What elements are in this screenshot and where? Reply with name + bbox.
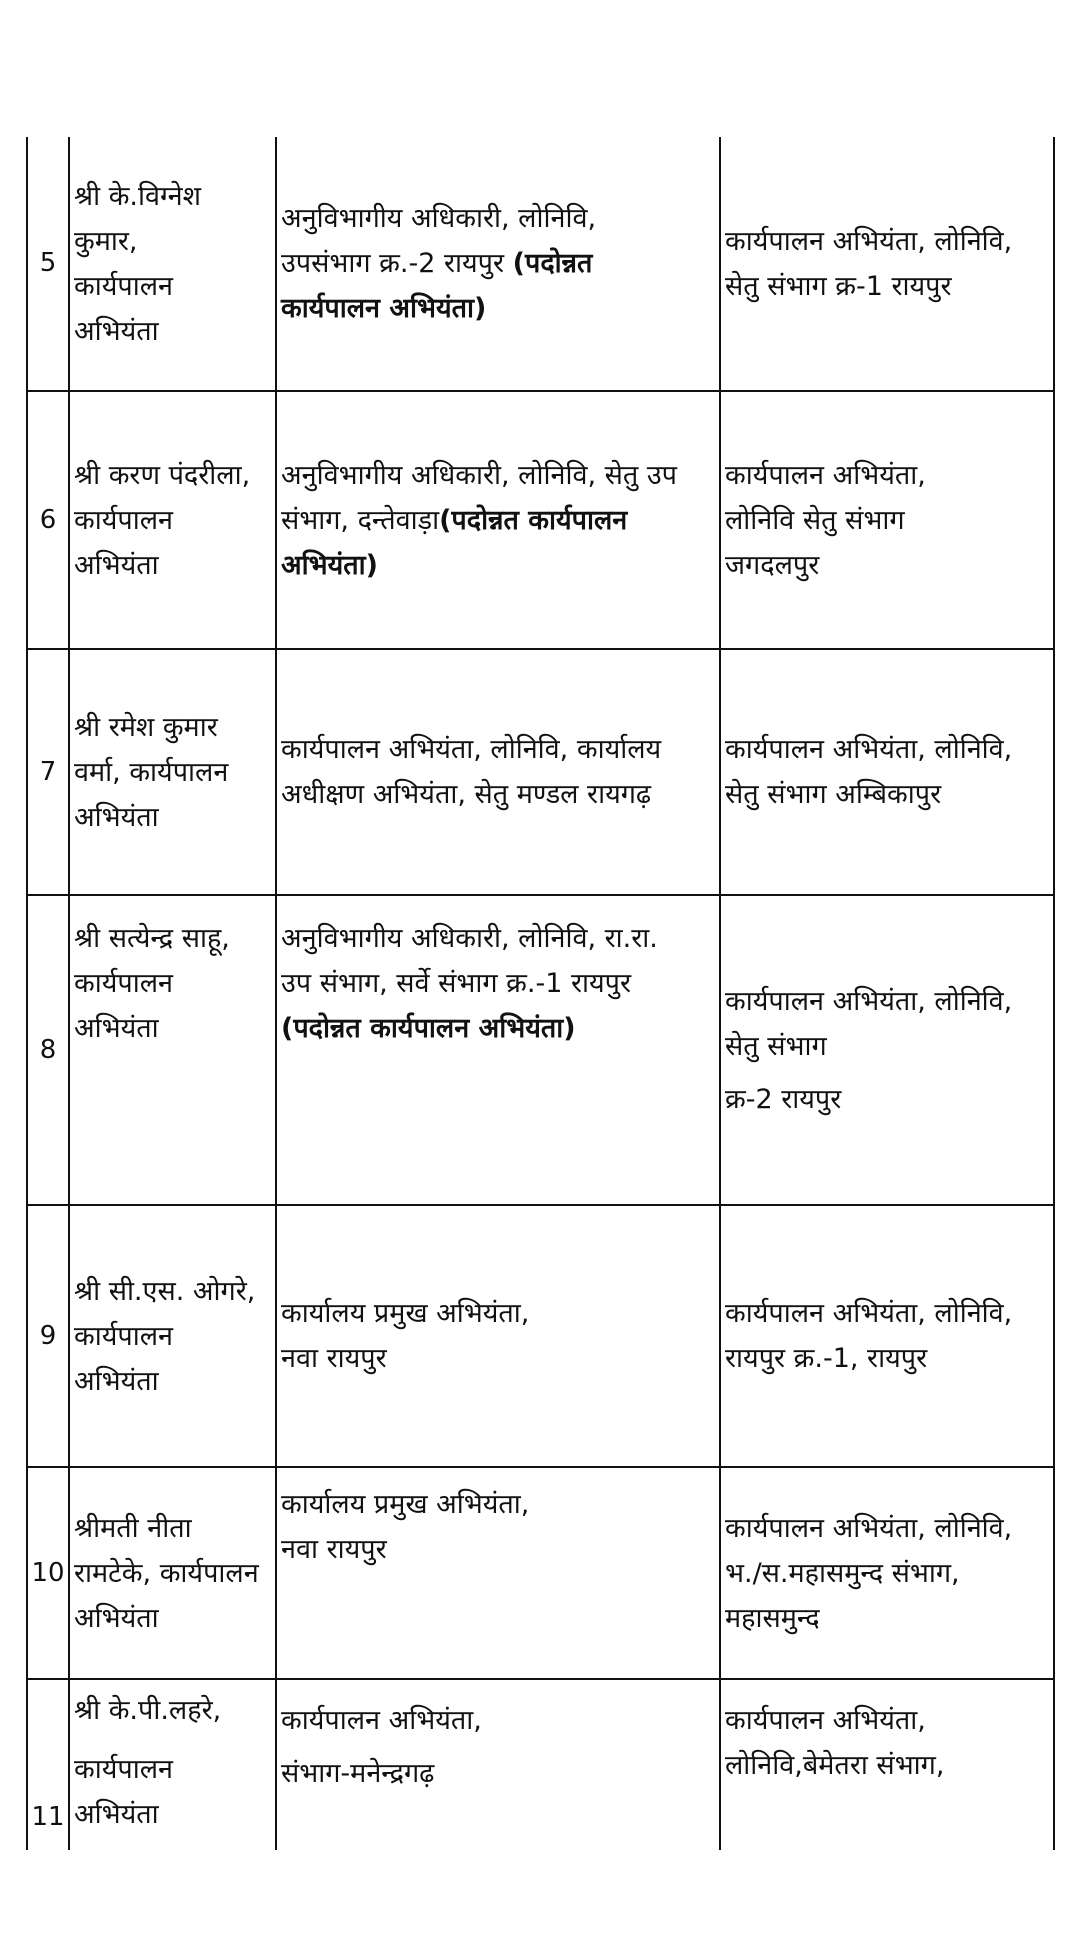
name-line: अभियंता	[74, 1013, 159, 1044]
serial-number: 10	[31, 1557, 65, 1588]
new-posting	[719, 896, 1051, 1204]
officer-name	[68, 650, 275, 894]
name-line: कार्यपालन	[74, 504, 174, 536]
posting-line: अनुविभागीय अधिकारी, लोनिवि, रा.रा.	[281, 923, 658, 954]
name-line: अभियंता	[74, 315, 159, 347]
current-posting	[275, 1468, 719, 1678]
name-line: श्री के.विग्नेश	[74, 180, 201, 212]
name-line: कार्यपालन	[74, 270, 174, 302]
transfer-table	[26, 137, 1055, 1850]
posting-text: उपसंभाग क्र.-2 रायपुर	[281, 248, 505, 279]
new-posting-line: जगदलपुर	[725, 549, 820, 581]
serial-number: 11	[31, 1802, 65, 1832]
name-line: अभियंता	[74, 1602, 159, 1634]
name-line: श्री के.पी.लहरे,	[74, 1695, 222, 1726]
name-line: अभियंता	[74, 801, 159, 833]
promotion-note: (पदोन्नत कार्यपालन अभियंता)	[281, 1013, 576, 1044]
table-row	[28, 137, 1053, 392]
name-line: श्री करण पंदरीला,	[74, 459, 251, 491]
name-line: रामटेके, कार्यपालन	[74, 1557, 259, 1589]
posting-line: अनुविभागीय अधिकारी, लोनिवि, सेतु उप	[281, 459, 677, 491]
name-line: श्रीमती नीता	[74, 1512, 192, 1544]
promotion-note: अभियंता)	[281, 549, 378, 581]
new-posting-line: लोनिवि सेतु संभाग	[725, 504, 905, 536]
new-posting-line: सेतु संभाग क्र-1 रायपुर	[725, 270, 952, 302]
current-posting	[275, 896, 719, 1204]
name-line: श्री सी.एस. ओगरे,	[74, 1275, 256, 1307]
posting-line: नवा रायपुर	[281, 1343, 387, 1374]
new-posting-line: सेतु संभाग अम्बिकापुर	[725, 779, 942, 810]
new-posting	[719, 1680, 1051, 1850]
new-posting-line: कार्यपालन अभियंता, लोनिवि,	[725, 985, 1013, 1017]
table-row	[28, 1468, 1053, 1680]
officer-name	[68, 1680, 275, 1850]
current-posting	[275, 1680, 719, 1850]
promotion-note: (पदोन्नत	[512, 248, 593, 279]
officer-name	[68, 1206, 275, 1466]
posting-line: नवा रायपुर	[281, 1534, 387, 1565]
new-posting-line: कार्यपालन अभियंता, लोनिवि,	[725, 1298, 1013, 1329]
new-posting-line: कार्यपालन अभियंता,	[725, 1705, 926, 1736]
officer-name	[68, 1468, 275, 1678]
new-posting-line: कार्यपालन अभियंता, लोनिवि,	[725, 225, 1013, 257]
posting-line: कार्यपालन अभियंता,	[281, 1705, 482, 1736]
new-posting	[719, 137, 1051, 390]
posting-line: अधीक्षण अभियंता, सेतु मण्डल रायगढ़	[281, 779, 652, 810]
new-posting-line: कार्यपालन अभियंता,	[725, 459, 926, 491]
current-posting	[275, 392, 719, 648]
officer-name	[68, 392, 275, 648]
table-row	[28, 650, 1053, 896]
table-row	[28, 1680, 1053, 1850]
serial-number: 8	[39, 1034, 57, 1065]
posting-line: अनुविभागीय अधिकारी, लोनिवि,	[281, 203, 597, 234]
serial-number: 7	[39, 756, 57, 787]
name-line: अभियंता	[74, 549, 159, 581]
new-posting	[719, 1206, 1051, 1466]
posting-line: कार्यपालन अभियंता, लोनिवि, कार्यालय	[281, 734, 662, 765]
new-posting	[719, 650, 1051, 894]
serial-number: 6	[39, 504, 57, 535]
table-row	[28, 896, 1053, 1206]
current-posting	[275, 650, 719, 894]
posting-line: कार्यालय प्रमुख अभियंता,	[281, 1489, 530, 1520]
posting-line	[281, 498, 715, 543]
name-line: अभियंता	[74, 1365, 159, 1397]
new-posting-line: लोनिवि,बेमेतरा संभाग,	[725, 1750, 945, 1781]
new-posting-line: कार्यपालन अभियंता, लोनिवि,	[725, 734, 1013, 765]
officer-name	[68, 137, 275, 390]
name-line: कार्यपालन	[74, 968, 174, 999]
officer-name	[68, 896, 275, 1204]
promotion-note: (पदोन्नत कार्यपालन	[439, 504, 628, 536]
serial-number: 5	[39, 248, 57, 278]
current-posting	[275, 1206, 719, 1466]
posting-line: संभाग-मनेन्द्रगढ़	[281, 1758, 435, 1789]
serial-number: 9	[39, 1320, 57, 1351]
promotion-note: कार्यपालन अभियंता)	[281, 293, 487, 324]
new-posting-line: महासमुन्द	[725, 1602, 820, 1634]
name-line: वर्मा, कार्यपालन	[74, 756, 229, 788]
posting-line: उप संभाग, सर्वे संभाग क्र.-1 रायपुर	[281, 968, 632, 999]
new-posting-line: कार्यपालन अभियंता, लोनिवि,	[725, 1512, 1013, 1544]
posting-text: संभाग, दन्तेवाड़ा	[281, 504, 440, 536]
posting-line: कार्यालय प्रमुख अभियंता,	[281, 1298, 530, 1329]
table-row	[28, 1206, 1053, 1468]
new-posting	[719, 392, 1051, 648]
name-line: अभियंता	[74, 1799, 159, 1830]
posting-line	[281, 241, 715, 286]
name-line: कुमार,	[74, 225, 138, 257]
name-line: श्री सत्येन्द्र साहू,	[74, 923, 230, 954]
new-posting-line: सेतु संभाग	[725, 1030, 827, 1062]
name-line: कार्यपालन	[74, 1320, 174, 1352]
new-posting	[719, 1468, 1051, 1678]
new-posting-line: क्र-2 रायपुर	[725, 1083, 842, 1115]
name-line: कार्यपालन	[74, 1754, 174, 1785]
new-posting-line: भ./स.महासमुन्द संभाग,	[725, 1557, 960, 1589]
current-posting	[275, 137, 719, 390]
name-line: श्री रमेश कुमार	[74, 711, 218, 743]
table-row	[28, 392, 1053, 650]
new-posting-line: रायपुर क्र.-1, रायपुर	[725, 1343, 928, 1374]
